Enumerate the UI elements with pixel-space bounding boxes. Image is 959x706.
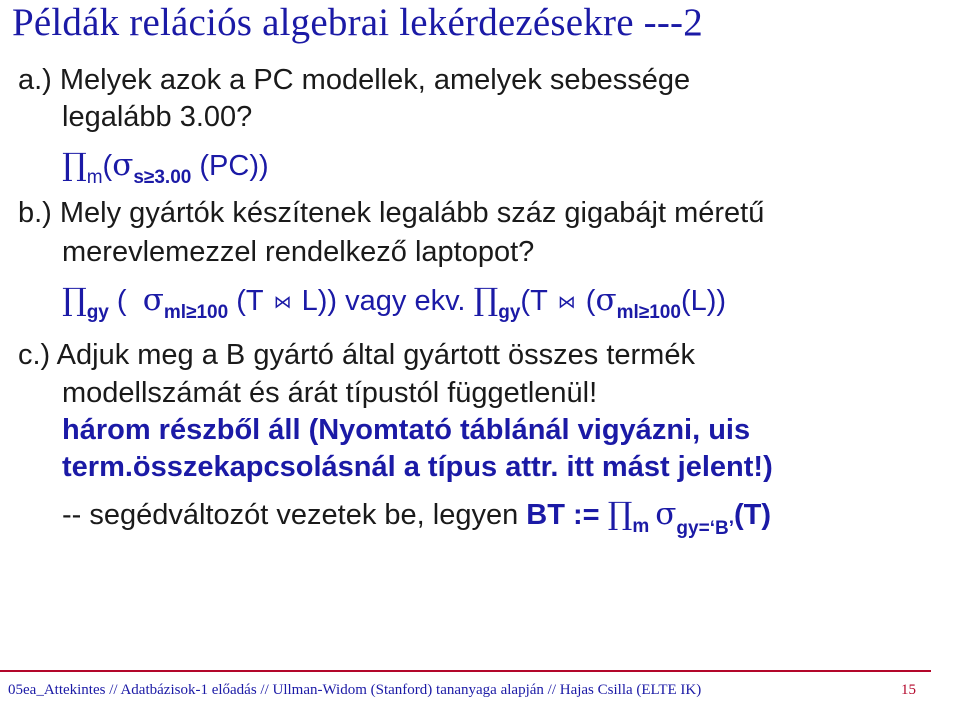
- natural-join-icon: ⋈: [557, 292, 576, 313]
- formula-a: [62, 148, 269, 195]
- selection-symbol: σ: [595, 282, 617, 318]
- projection-symbol: ∏: [62, 282, 87, 318]
- formula-rest: (PC)): [191, 150, 269, 182]
- selection-symbol: σ: [655, 496, 677, 532]
- question-c-line1: c.) Adjuk meg a B gyártó által gyártott összes termék: [18, 339, 695, 371]
- question-c-line2: modellszámát és árát típustól függetlenül!: [62, 377, 598, 409]
- projection-subscript: gy: [498, 302, 521, 323]
- question-a-line2: legalább 3.00?: [62, 101, 253, 133]
- question-c-note-line1: három részből áll (Nyomtató táblánál vigyázni, uis: [62, 414, 751, 446]
- question-a-line1: a.) Melyek azok a PC modellek, amelyek sebessége: [18, 64, 691, 96]
- selection-subscript: ml≥100: [616, 302, 681, 323]
- projection-subscript: m: [632, 516, 650, 537]
- formula-b: [62, 283, 726, 330]
- formula-paren: (: [108, 285, 143, 317]
- page-number: 15: [901, 682, 916, 698]
- question-c-step: [62, 497, 771, 546]
- step-text: -- segédváltozót vezetek be, legyen: [62, 499, 527, 531]
- formula-paren: (: [102, 150, 113, 182]
- projection-symbol: ∏: [62, 147, 87, 183]
- projection-symbol: ∏: [607, 496, 633, 532]
- selection-symbol: σ: [142, 282, 164, 318]
- formula-part: (T: [520, 285, 548, 317]
- slide-title: Példák relációs algebrai lekérdezésekre ---2: [12, 1, 703, 44]
- selection-subscript: gy=‘B’: [676, 518, 734, 539]
- formula-part: (T: [228, 285, 264, 317]
- projection-symbol: ∏: [473, 282, 499, 318]
- natural-join-icon: ⋈: [273, 292, 292, 313]
- projection-subscript: gy: [86, 302, 109, 323]
- question-c-note-line2: term.összekapcsolásnál a típus attr. itt mást jelent!): [62, 451, 773, 483]
- formula-part: (L)): [680, 285, 727, 317]
- formula-part: (: [585, 285, 596, 317]
- selection-symbol: σ: [112, 147, 134, 183]
- footer-divider: [0, 670, 931, 672]
- projection-subscript: m: [86, 167, 103, 188]
- question-b-line2: merevlemezzel rendelkező laptopot?: [62, 236, 535, 268]
- selection-subscript: s≥3.00: [133, 167, 192, 188]
- bt-assignment: BT :=: [526, 499, 608, 531]
- footer-text: 05ea_Attekintes // Adatbázisok-1 előadás // Ullman-Widom (Stanford) tananyaga alapján // Hajas Csilla (ELTE IK): [8, 682, 702, 698]
- formula-rest: (T): [733, 499, 772, 531]
- question-b-line1: b.) Mely gyártók készítenek legalább száz gigabájt méretű: [18, 197, 765, 229]
- selection-subscript: ml≥100: [163, 302, 229, 323]
- formula-part: L)) vagy ekv.: [301, 285, 474, 317]
